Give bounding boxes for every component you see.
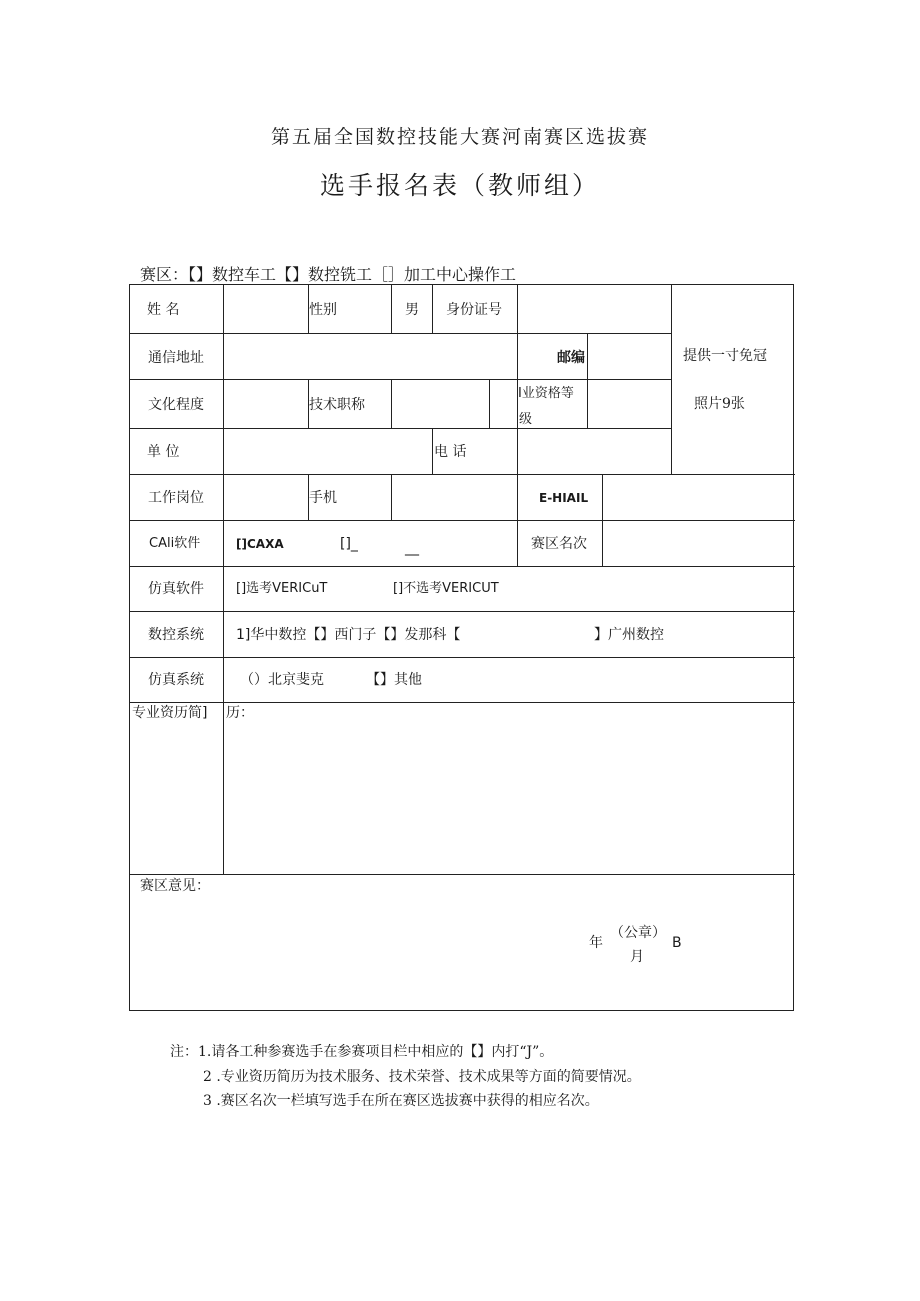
date-month: 月: [630, 949, 644, 965]
note-3: 3 .赛区名次一栏填写选手在所在赛区选拔赛中获得的相应名次。: [203, 1093, 599, 1109]
row-divider: [130, 520, 795, 521]
resume-label: 专业资历简]: [132, 705, 208, 721]
photo-note-line2: 照片9张: [694, 396, 745, 412]
col-divider: [489, 379, 490, 428]
education-label: 文化程度: [148, 397, 204, 413]
competition-zone-line: 赛区：【】数控车工【】数控铣工［］加工中心操作工: [140, 265, 517, 284]
row-divider: [130, 566, 795, 567]
sim-system-option-other: 【】其他: [366, 672, 422, 688]
page-title: 第五届全国数控技能大赛河南赛区选拔赛: [270, 126, 649, 148]
row-divider: [130, 657, 795, 658]
note-2: 2 .专业资历简历为技术服务、技术荣誉、技术成果等方面的简要情况。: [203, 1069, 641, 1085]
col-divider: [602, 474, 603, 566]
official-seal-text: （公章）: [610, 925, 666, 941]
photo-note-line1: 提供一寸免冠: [683, 348, 767, 364]
row-divider: [130, 333, 671, 334]
col-divider: [391, 379, 392, 428]
cam-option-blank: __: [405, 540, 419, 556]
telephone-label: 电 话: [434, 444, 467, 460]
col-divider: [517, 474, 518, 520]
tech-title-label: 技术职称: [309, 397, 365, 413]
cnc-system-label: 数控系统: [148, 627, 204, 643]
resume-field: 历：: [226, 705, 254, 721]
email-label: E-HIAIL: [539, 491, 589, 505]
cam-option-caxa: []CAXA: [236, 537, 284, 551]
row-divider: [223, 379, 671, 380]
row-divider: [130, 428, 671, 429]
id-number-label: 身份证号: [446, 302, 502, 318]
zone-rank-label: 赛区名次: [531, 536, 587, 552]
gender-value: 男: [405, 302, 419, 318]
row-divider: [130, 702, 795, 703]
form-title: 选手报名表（教师组）: [319, 171, 600, 200]
cnc-option-guangzhou: 】广州数控: [594, 627, 664, 643]
postcode-label: 邮编: [557, 350, 585, 366]
date-year: 年: [589, 935, 603, 951]
col-divider: [517, 520, 518, 566]
col-divider: [517, 333, 518, 474]
col-divider: [517, 285, 518, 333]
col-divider: [671, 285, 672, 474]
col-divider: [391, 285, 392, 333]
cnc-system-options: 1]华中数控【】西门子【】发那科【: [236, 627, 461, 643]
simulation-software-label: 仿真软件: [148, 581, 204, 597]
address-label: 通信地址: [148, 350, 204, 366]
qualification-label: I业资格等: [518, 386, 574, 401]
simulation-system-label: 仿真系统: [148, 672, 204, 688]
row-divider: [130, 874, 795, 875]
row-divider: [130, 474, 795, 475]
unit-label: 单 位: [147, 444, 180, 460]
mobile-label: 手机: [309, 490, 337, 506]
sim-option-no-vericut: []不选考VERICUT: [393, 581, 499, 596]
registration-form-table: [129, 284, 794, 1011]
col-divider: [432, 428, 433, 474]
date-day: B: [672, 935, 682, 951]
row-divider: [130, 611, 795, 612]
col-divider: [432, 285, 433, 333]
sim-system-option-beijing: （）北京斐克: [240, 672, 324, 688]
col-divider: [587, 333, 588, 428]
work-post-label: 工作岗位: [148, 490, 204, 506]
cam-option-other: []_: [340, 536, 358, 552]
zone-opinion-label: 赛区意见：: [140, 878, 210, 894]
name-label: 姓 名: [147, 302, 180, 318]
col-divider: [223, 285, 224, 874]
sim-option-vericut: []选考VERICuT: [236, 581, 328, 596]
qualification-label-cont: 级: [519, 412, 533, 427]
note-1: 注：1.请各工种参赛选手在参赛项目栏中相应的【】内打“J”。: [170, 1044, 554, 1060]
row-divider: [130, 379, 223, 380]
cam-software-label: CAli软件: [149, 536, 201, 551]
gender-label: 性别: [309, 302, 337, 318]
col-divider: [391, 474, 392, 520]
